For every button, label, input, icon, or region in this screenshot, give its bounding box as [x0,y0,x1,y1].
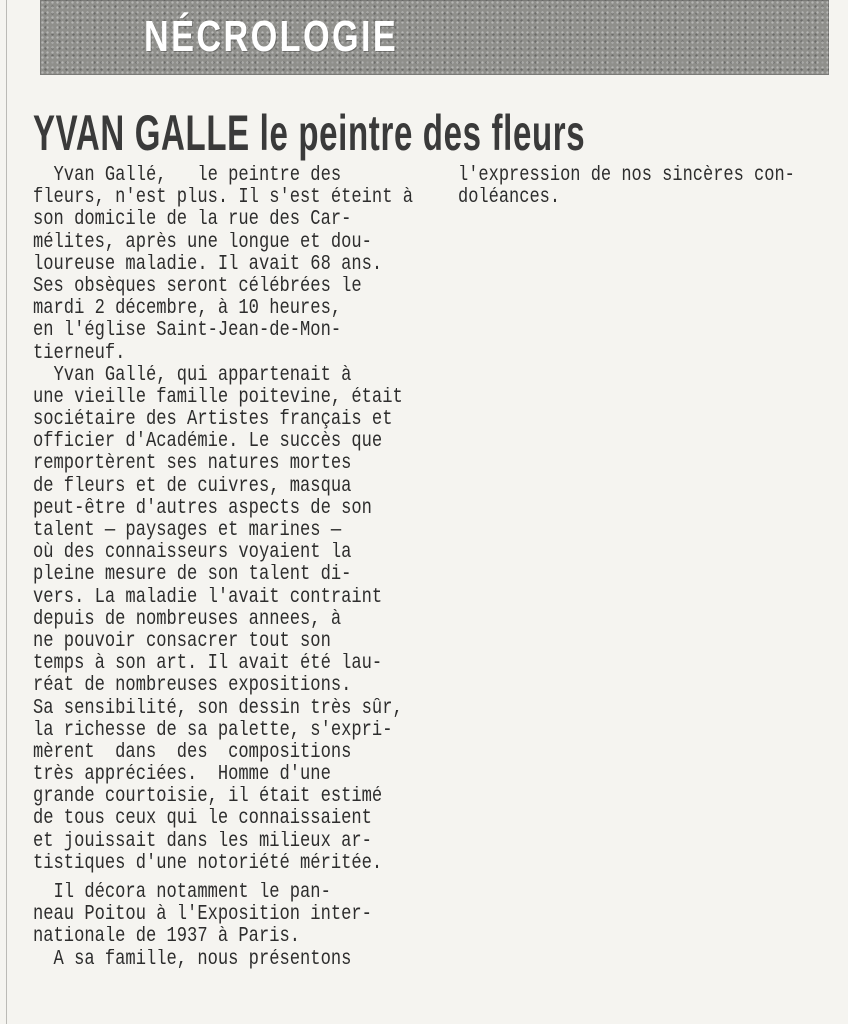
section-title: NÉCROLOGIE [144,12,399,61]
text-line: Ses obsèques seront célébrées le [33,275,362,298]
text-line: très appréciées. Homme d'une [33,764,331,787]
text-line: l'expression de nos sincères con- [458,165,795,187]
text-line: et jouissait dans les milieux ar- [33,830,372,853]
article-right-column [458,165,848,209]
text-line: A sa famille, nous présentons [33,948,352,971]
column-rule [6,0,7,1024]
text-line: de fleurs et de cuivres, masqua [33,475,352,498]
text-line: fleurs, n'est plus. Il s'est éteint à [33,187,414,210]
text-line: temps à son art. Il avait été lau- [33,653,383,676]
text-line: mèrent dans des compositions [33,741,352,764]
text-line: pleine mesure de son talent di- [33,564,352,587]
text-line: Yvan Gallé, qui appartenait à [33,364,352,387]
text-line: loureuse maladie. Il avait 68 ans. [33,253,383,276]
section-banner [40,0,829,75]
text-line: en l'église Saint-Jean-de-Mon- [33,320,342,343]
text-line: réat de nombreuses expositions. [33,675,352,698]
text-line: ne pouvoir consacrer tout son [33,630,331,653]
text-line: officier d'Académie. Le succès que [33,431,383,454]
text-line: Il décora notamment le pan- [33,882,331,904]
text-line: nationale de 1937 à Paris. [33,926,301,949]
paragraph-gap [33,875,423,882]
text-line: depuis de nombreuses annees, à [33,608,342,631]
text-line: où des connaisseurs voyaient la [33,542,352,565]
text-line: sociétaire des Artistes français et [33,409,393,432]
text-line: doléances. [458,187,561,210]
text-line: une vieille famille poitevine, était [33,386,403,409]
text-line: son domicile de la rue des Car- [33,209,352,232]
text-line: tistiques d'une notoriété méritée. [33,852,383,875]
article-headline: YVAN GALLE le peintre des fleurs [33,105,586,161]
text-line: remportèrent ses natures mortes [33,453,352,476]
text-line: Sa sensibilité, son dessin très sûr, [33,697,403,720]
text-line: de tous ceux qui le connaissaient [33,808,372,831]
text-line: vers. La maladie l'avait contraint [33,586,383,609]
text-line: mélites, après une longue et dou- [33,231,372,254]
text-line: talent — paysages et marines — [33,520,342,542]
article-left-column [33,165,423,971]
text-line: Yvan Gallé, le peintre des [33,165,342,187]
text-line: neau Poitou à l'Exposition inter- [33,904,372,927]
text-line: la richesse de sa palette, s'expri- [33,719,393,742]
text-line: peut-être d'autres aspects de son [33,497,372,520]
text-line: tierneuf. [33,342,126,365]
text-line: grande courtoisie, il était estimé [33,786,383,809]
text-line: mardi 2 décembre, à 10 heures, [33,298,342,321]
